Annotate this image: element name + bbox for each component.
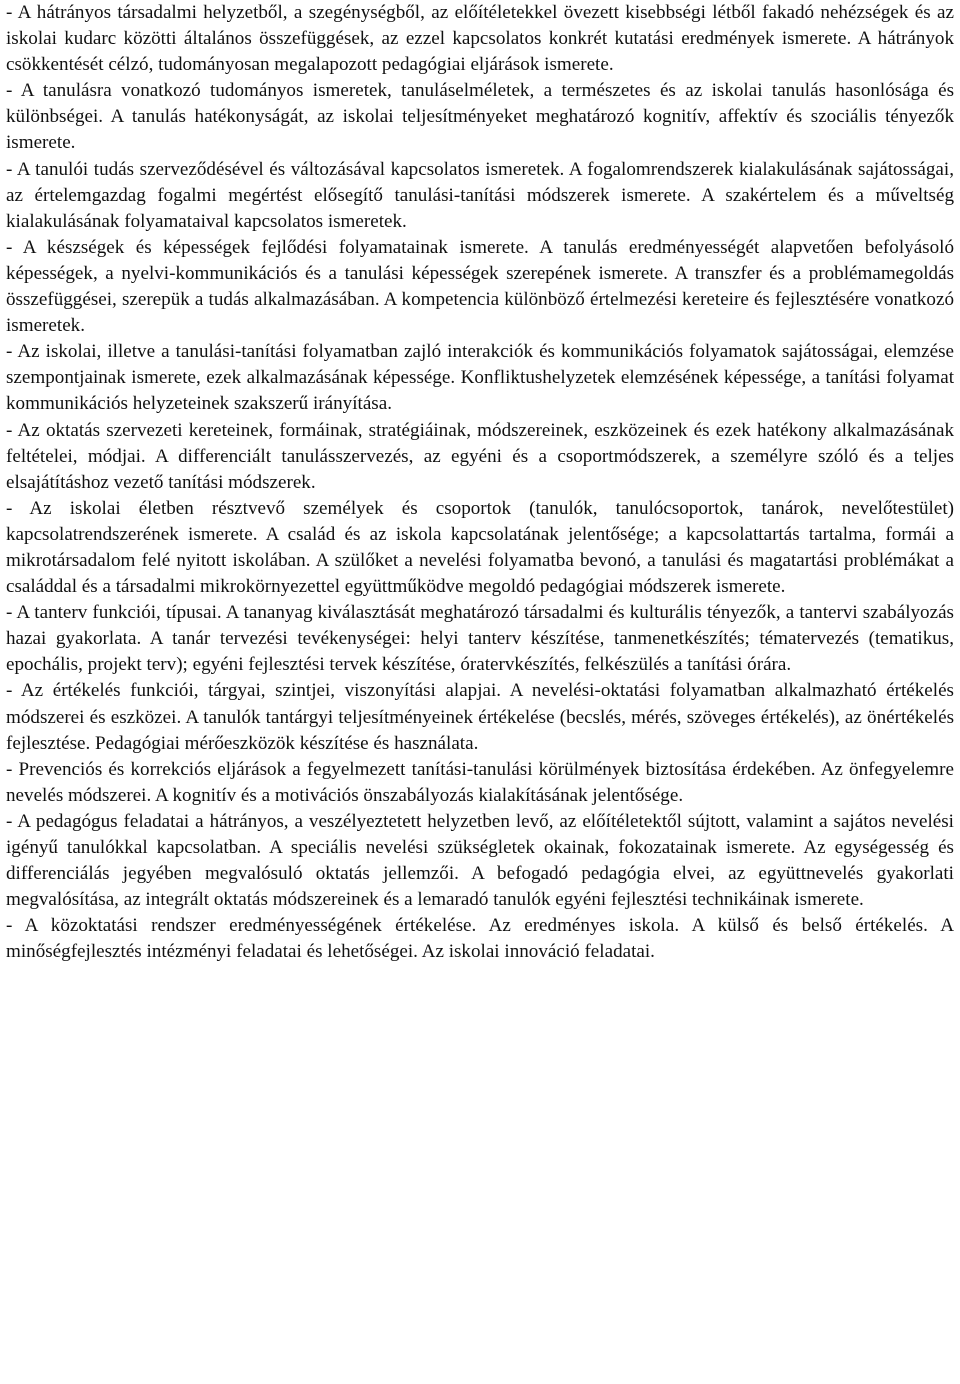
paragraph-knowledge-organization: - A tanulói tudás szerveződésével és változásával kapcsolatos ismeretek. A fogalomrendszerek kialakulásának sajátosságai, az értelemgazdag fogalmi megértést elősegítő tanulási-tanítási módszerek ismerete. A szakértelem és a műveltség kialakulásának folyamataival kapcsolatos ismeretek. (6, 158, 954, 232)
paragraph-curriculum: - A tanterv funkciói, típusai. A tananyag kiválasztását meghatározó társadalmi és kulturális tényezők, a tantervi szabályozás hazai gyakorlata. A tanár tervezési tevékenységei: helyi tanterv készítése, tanmenetkészítés; tématervezés (tematikus, epochális, projekt terv); egyéni fejlesztési tervek készítése, óratervkészítés, felkészülés a tanítási órára. (6, 602, 954, 676)
paragraph-school-relations: - Az iskolai életben résztvevő személyek és csoportok (tanulók, tanulócsoportok, tanárok, nevelőtestület) kapcsolatrendszerének ismerete. A család és az iskola kapcsolatának jelentősége; a kapcsolattartás tartalma, formái a mikrotársadalom felé nyitott iskolában. A szülőket a nevelési folyamatba bevonó, a tanulási és magatartási problémákat a családdal és a társadalmi mikrokörnyezettel együttműködve megoldó pedagógiai módszerek ismerete. (6, 497, 954, 598)
paragraph-interaction-communication: - Az iskolai, illetve a tanulási-tanítási folyamatban zajló interakciók és kommunikációs folyamatok sajátosságai, elemzése szempontjainak ismerete, ezek alkalmazásának képessége. Konfliktushelyzetek elemzésének képessége, a tanítási folyamat kommunikációs helyzeteinek szakszerű irányítása. (6, 341, 954, 415)
paragraph-teaching-organization: - Az oktatás szervezeti kereteinek, formáinak, stratégiáinak, módszereinek, eszközeinek és ezek hatékony alkalmazásának feltételei, módjai. A differenciált tanulásszervezés, az egyéni és a csoportmódszerek, a személyre szóló és a teljes elsajátításhoz vezető tanítási módszerek. (6, 419, 954, 493)
paragraph-system-evaluation: - A közoktatási rendszer eredményességének értékelése. Az eredményes iskola. A külső és belső értékelés. A minőségfejlesztés intézményi feladatai és lehetőségei. Az iskolai innováció feladatai. (6, 915, 954, 963)
paragraph-assessment: - Az értékelés funkciói, tárgyai, szintjei, viszonyítási alapjai. A nevelési-oktatási folyamatban alkalmazható értékelés módszerei és eszközei. A tanulók tantárgyi teljesítményeinek értékelése (becslés, mérés, szöveges értékelés), az önértékelés fejlesztése. Pedagógiai mérőeszközök készítése és használata. (6, 680, 954, 754)
paragraph-special-needs: - A pedagógus feladatai a hátrányos, a veszélyeztetett helyzetben levő, az előítéletektől sújtott, valamint a sajátos nevelési igényű tanulókkal kapcsolatban. A speciális nevelési szükségletek okainak, fokozatainak ismerete. Az egységesség és differenciálás jegyében megvalósuló oktatás jellemzői. A befogadó pedagógia elvei, az együttnevelés gyakorlati megvalósítása, az integrált oktatás módszereinek és a lemaradó tanulók egyéni fejlesztési technikáinak ismerete. (6, 810, 954, 911)
paragraph-learning-theories: - A tanulásra vonatkozó tudományos ismeretek, tanuláselméletek, a természetes és az iskolai tanulás hasonlósága és különbségei. A tanulás hatékonyságát, az iskolai teljesítményeket meghatározó kognitív, affektív és szociális tényezők ismerete. (6, 80, 954, 154)
paragraph-skills-abilities: - A készségek és képességek fejlődési folyamatainak ismerete. A tanulás eredményességét alapvetően befolyásoló képességek, a nyelvi-kommunikációs és a tanulási képességek szerepének ismerete. A transzfer és a problémamegoldás összefüggései, szerepük a tudás alkalmazásában. A kompetencia különböző értelmezési kereteire és fejlesztésére vonatkozó ismeretek. (6, 236, 954, 337)
paragraph-disadvantaged-background: - A hátrányos társadalmi helyzetből, a szegénységből, az előítéletekkel övezett kisebbségi létből fakadó nehézségek és az iskolai kudarc közötti általános összefüggések, az ezzel kapcsolatos konkrét kutatási eredmények ismerete. A hátrányok csökkentését célzó, tudományosan megalapozott pedagógiai eljárások ismerete. (6, 2, 954, 76)
paragraph-prevention-correction: - Prevenciós és korrekciós eljárások a fegyelmezett tanítási-tanulási körülmények biztosítása érdekében. Az önfegyelemre nevelés módszerei. A kognitív és a motivációs önszabályozás kialakításának jelentősége. (6, 758, 954, 806)
